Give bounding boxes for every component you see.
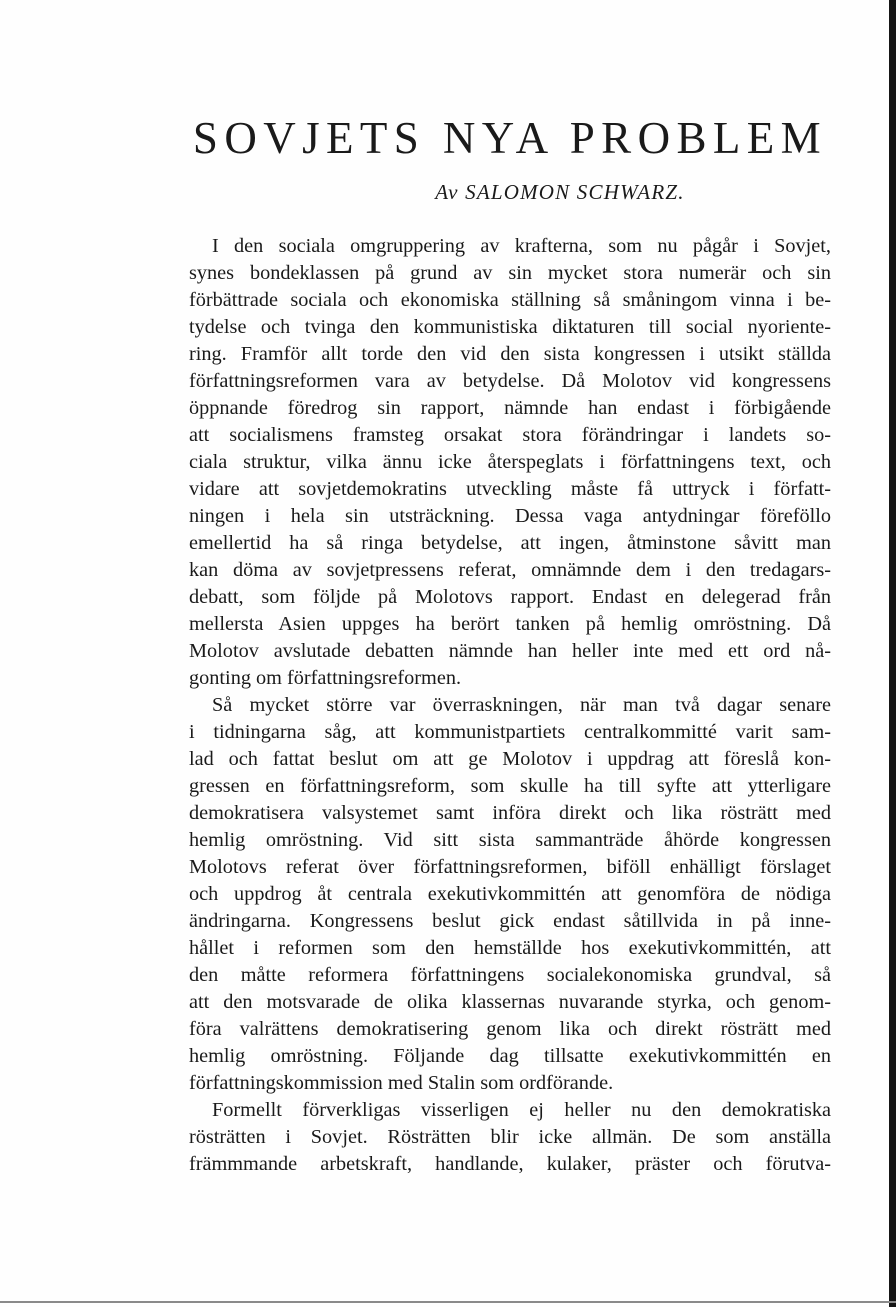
- body-line: främmmande arbetskraft, handlande, kulaker, präster och förutva-: [189, 1153, 831, 1175]
- body-line: och uppdrog åt centrala exekutivkommittén att genomföra de nödiga: [189, 883, 831, 905]
- body-line: att socialismens framsteg orsakat stora förändringar i landets so-: [189, 424, 831, 446]
- body-line: ring. Framför allt torde den vid den sista kongressen i utsikt ställda: [189, 343, 831, 365]
- page-bottom-rule: [0, 1301, 896, 1303]
- body-line: mellersta Asien uppges ha berört tanken på hemlig omröstning. Då: [189, 613, 831, 635]
- body-line: gressen en författningsreform, som skulle ha till syfte att ytterligare: [189, 775, 831, 797]
- body-line: ciala struktur, vilka ännu icke återspeglats i författningens text, och: [189, 451, 831, 473]
- body-line: den måtte reformera författningens socialekonomiska grundval, så: [189, 964, 831, 986]
- body-line: föra valrättens demokratisering genom lika och direkt rösträtt med: [189, 1018, 831, 1040]
- body-line: synes bondeklassen på grund av sin mycket stora numerär och sin: [189, 262, 831, 284]
- body-line: Så mycket större var överraskningen, när man två dagar senare: [212, 694, 831, 716]
- body-line: hemlig omröstning. Vid sitt sista sammanträde åhörde kongressen: [189, 829, 831, 851]
- article-body: [189, 233, 831, 1178]
- body-line: att den motsvarade de olika klassernas nuvarande styrka, och genom-: [189, 991, 831, 1013]
- body-line: författningsreformen vara av betydelse. Då Molotov vid kongressens: [189, 370, 831, 392]
- body-line: ningen i hela sin utsträckning. Dessa vaga antydningar föreföllo: [189, 505, 831, 527]
- body-line: Molotovs referat över författningsreformen, biföll enhälligt förslaget: [189, 856, 831, 878]
- body-line: tydelse och tvinga den kommunistiska diktaturen till social nyoriente-: [189, 316, 831, 338]
- body-line: i tidningarna såg, att kommunistpartiets centralkommitté varit sam-: [189, 721, 831, 743]
- body-line: gonting om författningsreformen.: [189, 667, 462, 689]
- body-line: demokratisera valsystemet samt införa direkt och lika rösträtt med: [189, 802, 831, 824]
- body-line: förbättrade sociala och ekonomiska ställning så småningom vinna i be-: [189, 289, 831, 311]
- body-line: Molotov avslutade debatten nämnde han heller inte med ett ord nå-: [189, 640, 831, 662]
- article-byline: Av SALOMON SCHWARZ.: [435, 180, 685, 204]
- body-line: debatt, som följde på Molotovs rapport. Endast en delegerad från: [189, 586, 831, 608]
- page-edge-shadow: [889, 0, 896, 1307]
- body-line: rösträtten i Sovjet. Rösträtten blir icke allmän. De som anställa: [189, 1126, 831, 1148]
- body-line: I den sociala omgruppering av krafterna, som nu pågår i Sovjet,: [212, 235, 831, 257]
- body-line: ändringarna. Kongressens beslut gick endast såtillvida in på inne-: [189, 910, 831, 932]
- body-line: kan döma av sovjetpressens referat, omnämnde dem i den tredagars-: [189, 559, 831, 581]
- body-line: lad och fattat beslut om att ge Molotov i uppdrag att föreslå kon-: [189, 748, 831, 770]
- body-line: hemlig omröstning. Följande dag tillsatte exekutivkommittén en: [189, 1045, 831, 1067]
- body-line: Formellt förverkligas visserligen ej heller nu den demokratiska: [212, 1099, 831, 1121]
- body-line: emellertid ha så ringa betydelse, att ingen, åtminstone såvitt man: [189, 532, 831, 554]
- body-line: vidare att sovjetdemokratins utveckling måste få uttryck i författ-: [189, 478, 831, 500]
- article-title: SOVJETS NYA PROBLEM: [192, 113, 828, 163]
- body-line: hållet i reformen som den hemställde hos exekutivkommittén, att: [189, 937, 831, 959]
- body-line: öppnande föredrog sin rapport, nämnde han endast i förbigående: [189, 397, 831, 419]
- body-line: författningskommission med Stalin som ordförande.: [189, 1072, 614, 1094]
